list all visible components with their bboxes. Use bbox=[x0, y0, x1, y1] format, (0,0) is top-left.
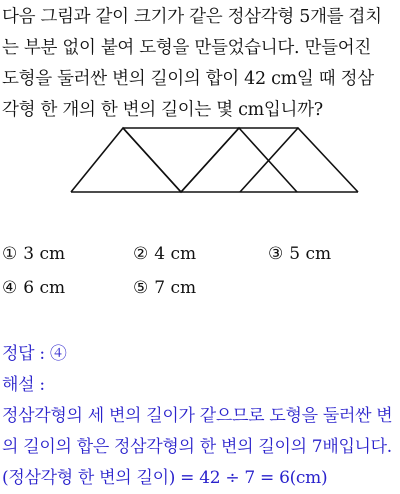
choice-4[interactable] bbox=[2, 274, 65, 302]
choice-4-text: 6 cm bbox=[23, 278, 66, 298]
choice-row-2 bbox=[2, 274, 400, 308]
question-line-1: 다음 그림과 같이 크기가 같은 정삼각형 5개를 겹치 bbox=[2, 7, 382, 27]
choice-1-text: 3 cm bbox=[23, 244, 66, 264]
question-text bbox=[2, 2, 400, 126]
middle-edge bbox=[181, 128, 239, 192]
explanation-line-2: 의 길이의 합은 정삼각형의 한 변의 길이의 7배입니다. bbox=[2, 437, 392, 457]
choice-row-1 bbox=[2, 240, 400, 274]
explanation-line-1: 정삼각형의 세 변의 길이가 같으므로 도형을 둘러싼 변 bbox=[2, 406, 393, 426]
choice-3[interactable] bbox=[268, 240, 331, 268]
choice-5-text: 7 cm bbox=[154, 278, 197, 298]
right-edge bbox=[240, 128, 358, 192]
question-line-4: 각형 한 개의 한 변의 길이는 몇 cm입니까? bbox=[2, 100, 323, 120]
answer-value: ④ bbox=[49, 344, 67, 364]
answer-section bbox=[2, 339, 400, 494]
question-line-3: 도형을 둘러싼 변의 길이의 합이 42 cm일 때 정삼 bbox=[2, 69, 374, 89]
triangle-strip-svg bbox=[0, 124, 400, 196]
answer-line bbox=[2, 339, 400, 370]
choice-1-marker: ① bbox=[2, 244, 18, 264]
choice-3-marker: ③ bbox=[268, 244, 284, 264]
choice-2-text: 4 cm bbox=[154, 244, 197, 264]
left-inner-edge bbox=[123, 128, 181, 192]
answer-label: 정답 : bbox=[2, 344, 45, 364]
choices-list bbox=[2, 240, 400, 308]
zigzag-edges bbox=[71, 128, 297, 192]
question-line-2: 는 부분 없이 붙여 도형을 만들었습니다. 만들어진 bbox=[2, 38, 371, 58]
choice-5-marker: ⑤ bbox=[133, 278, 149, 298]
choice-5[interactable] bbox=[133, 274, 196, 302]
explanation-label: 해설 : bbox=[2, 375, 45, 395]
choice-4-marker: ④ bbox=[2, 278, 18, 298]
triangle-strip-figure bbox=[0, 124, 400, 196]
choice-2[interactable] bbox=[133, 240, 196, 268]
choice-2-marker: ② bbox=[133, 244, 149, 264]
explanation-line-3: (정삼각형 한 변의 길이) = 42 ÷ 7 = 6(cm) bbox=[2, 468, 328, 488]
choice-1[interactable] bbox=[2, 240, 65, 268]
choice-3-text: 5 cm bbox=[289, 244, 332, 264]
